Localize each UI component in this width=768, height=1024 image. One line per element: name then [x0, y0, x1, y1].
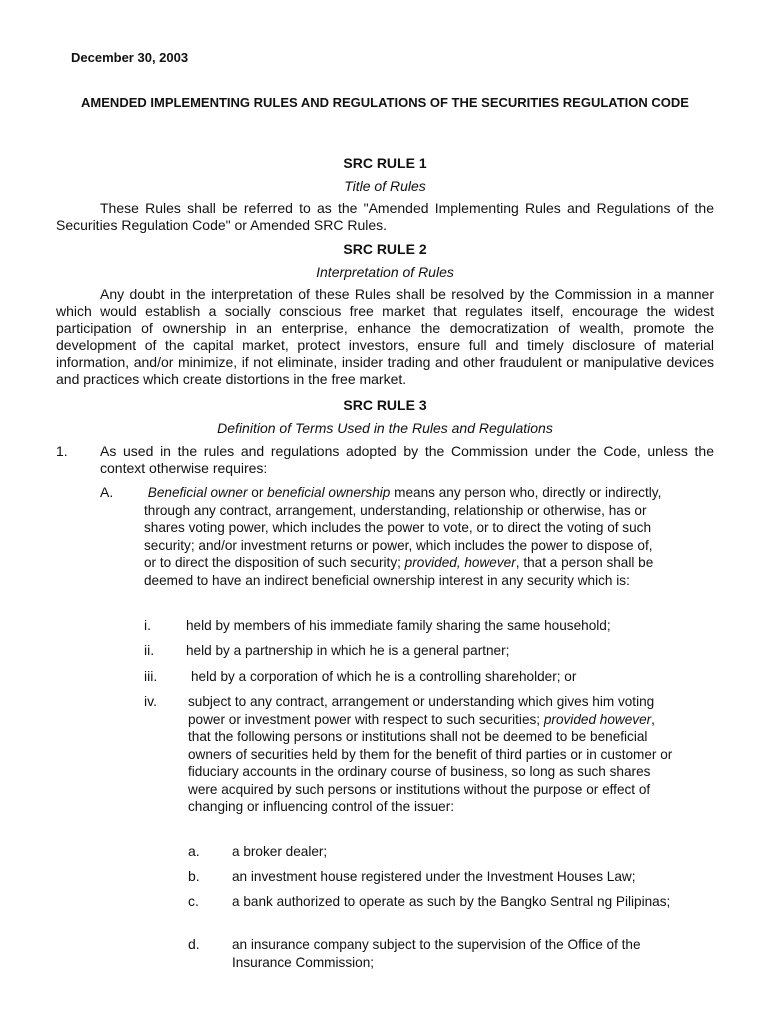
subitem-number: iv. [144, 693, 157, 709]
rule-3-heading: SRC RULE 3 [343, 397, 427, 413]
item-1-text: As used in the rules and regulations adopted by the Commission under the Code, unless the context otherwise requires: [100, 443, 714, 476]
rule-3-subtitle: Definition of Terms Used in the Rules and Regulations [217, 420, 553, 436]
item-a-definition: Beneficial owner or beneficial ownership means any person who, directly or indirectly, through any contract, arrangement, understanding, relationship or otherwise, has or shares voting power, which includes the power to vote, or to direct the voting of such security; and/or investment returns or power, which includes the power to dispose of, or to direct the disposition of such security; provided, however, that a person shall be deemed to have an indirect beneficial ownership interest in any security which is: [144, 485, 662, 588]
rule-1-subtitle: Title of Rules [344, 178, 426, 194]
subitem-number: iii. [144, 668, 158, 684]
letter-item-number: d. [188, 936, 200, 952]
proviso-text: provided however [543, 711, 652, 727]
rule-1-heading: SRC RULE 1 [343, 155, 427, 171]
subitem-text: held by members of his immediate family sharing the same household; [186, 618, 611, 633]
proviso-text: provided, however [404, 555, 516, 570]
letter-item-text: an insurance company subject to the supervision of the Office of the Insurance Commission; [232, 937, 641, 970]
letter-item-number: c. [188, 893, 199, 909]
item-a-letter: A. [100, 484, 114, 500]
subitem-iv-text: subject to any contract, arrangement or understanding which gives him voting power or investment power with respect to such securities; provided however, that the following persons or institutions shall not be deemed to be beneficial owners of securities held by them for the benefit of third parties or in customer or fiduciary accounts in the ordinary course of business, so long as such shares were acquired by such persons or institutions without the purpose or effect of changing or influencing control of the issuer: [188, 694, 673, 814]
term-beneficial-owner: Beneficial owner [147, 485, 248, 500]
letter-item-number: a. [188, 843, 200, 859]
rule-2-heading: SRC RULE 2 [343, 241, 427, 257]
document-title: AMENDED IMPLEMENTING RULES AND REGULATIONS OF THE SECURITIES REGULATION CODE [81, 95, 689, 110]
letter-item-number: b. [188, 868, 200, 884]
item-1-number: 1. [56, 443, 68, 459]
rule-1-paragraph: These Rules shall be referred to as the "Amended Implementing Rules and Regulations of the Securities Regulation Code" or Amended SRC Rules. [56, 200, 714, 233]
subitem-number: ii. [144, 642, 155, 658]
subitem-text: held by a partnership in which he is a general partner; [186, 643, 510, 658]
rule-2-subtitle: Interpretation of Rules [316, 264, 454, 280]
letter-item-text: an investment house registered under the Investment Houses Law; [232, 869, 636, 884]
subitem-number: i. [144, 617, 151, 633]
letter-item-text: a broker dealer; [232, 844, 328, 859]
subitem-text: held by a corporation of which he is a controlling shareholder; or [191, 669, 577, 684]
document-date: December 30, 2003 [71, 50, 189, 65]
letter-item-text: a bank authorized to operate as such by the Bangko Sentral ng Pilipinas; [232, 894, 671, 909]
term-beneficial-ownership: beneficial ownership [267, 485, 391, 500]
rule-2-paragraph: Any doubt in the interpretation of these Rules shall be resolved by the Commission in a manner which would establish a socially conscious free market that regulates itself, encourage the widest participation of ownership in an enterprise, enhance the democratization of wealth, promote the development of the capital market, protect investors, ensure full and timely disclosure of material information, and/or minimize, if not eliminate, insider trading and other fraudulent or manipulative devices and practices which create distortions in the free market. [56, 286, 714, 387]
